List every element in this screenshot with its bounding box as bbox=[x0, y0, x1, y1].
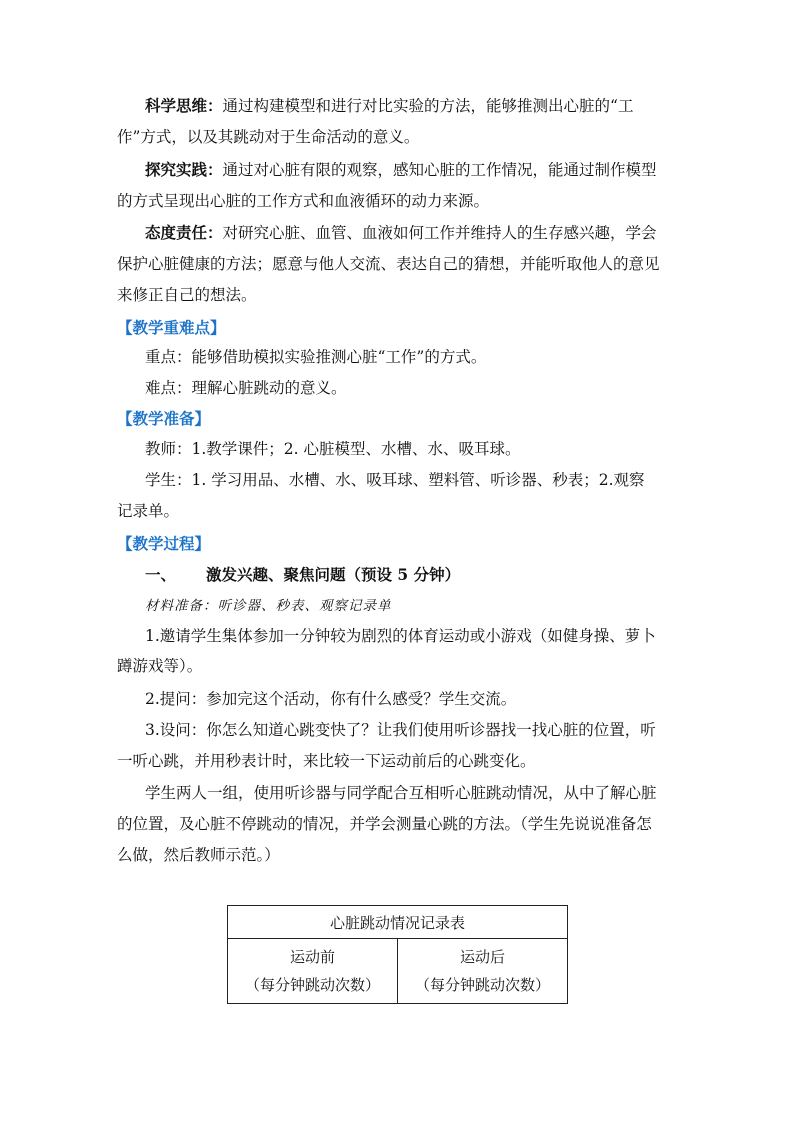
preparation-teacher: 教师：1.教学课件；2. 心脏模型、水槽、水、吸耳球。 bbox=[145, 440, 521, 458]
goal-attitude-line1 bbox=[145, 223, 705, 243]
goal-practice-label: 探究实践： bbox=[145, 160, 223, 179]
record-cell-after bbox=[398, 939, 568, 1004]
goal-thinking-line2: 作”方式，以及其跳动对于生命活动的意义。 bbox=[117, 128, 420, 146]
step3-line1: 3.设问：你怎么知道心跳变快了？让我们使用听诊器找一找心脏的位置，听 bbox=[145, 721, 656, 739]
goal-attitude-line2: 保护心脏健康的方法；愿意与他人交流、表达自己的猜想，并能听取他人的意见 bbox=[117, 255, 660, 273]
section1-title-text: 激发兴趣、聚焦问题（预设 5 分钟） bbox=[206, 565, 461, 584]
goal-thinking-text: 通过构建模型和进行对比实验的方法，能够推测出心脏的“工 bbox=[222, 97, 634, 115]
section1-title bbox=[145, 565, 705, 585]
goal-attitude-text: 对研究心脏、血管、血液如何工作并维持人的生存感兴趣，学会 bbox=[222, 224, 657, 242]
goal-attitude-line3: 来修正自己的想法。 bbox=[117, 286, 257, 304]
heartbeat-record-table bbox=[227, 905, 568, 1004]
record-before-unit: （每分钟跳动次数） bbox=[244, 976, 380, 994]
key-point-focus: 重点：能够借助模拟实验推测心脏“工作”的方式。 bbox=[145, 348, 487, 366]
step3-line2: 一听心跳，并用秒表计时，来比较一下运动前后的心跳变化。 bbox=[117, 752, 536, 770]
goal-thinking-line1 bbox=[145, 96, 705, 116]
pair-line3: 么做，然后教师示范。） bbox=[117, 846, 280, 864]
record-after-label: 运动后 bbox=[459, 948, 505, 966]
preparation-student-line2: 记录单。 bbox=[117, 502, 180, 520]
pair-line1: 学生两人一组，使用听诊器与同学配合互相听心脏跳动情况，从中了解心脏 bbox=[145, 784, 657, 802]
goal-practice-line2: 的方式呈现出心脏的工作方式和血液循环的动力来源。 bbox=[117, 192, 490, 210]
record-before-label: 运动前 bbox=[289, 948, 335, 966]
goal-attitude-label: 态度责任： bbox=[145, 223, 223, 242]
section1-number: 一、 bbox=[145, 565, 177, 584]
record-cell-before bbox=[228, 939, 398, 1004]
pair-line2: 的位置，及心脏不停跳动的情况，并学会测量心跳的方法。（学生先说说准备怎 bbox=[117, 815, 652, 833]
step1-line2: 蹲游戏等）。 bbox=[117, 657, 203, 675]
goal-thinking-label: 科学思维： bbox=[145, 96, 223, 115]
preparation-student-line1: 学生：1. 学习用品、水槽、水、吸耳球、塑料管、听诊器、秒表；2.观察 bbox=[145, 471, 645, 489]
key-points-heading: 【教学重难点】 bbox=[117, 318, 226, 337]
key-point-difficulty: 难点：理解心脏跳动的意义。 bbox=[145, 379, 347, 397]
goal-practice-line1 bbox=[145, 160, 705, 180]
process-heading: 【教学过程】 bbox=[117, 534, 211, 553]
preparation-heading: 【教学准备】 bbox=[117, 409, 211, 428]
step2-line: 2.提问：参加完这个活动，你有什么感受？学生交流。 bbox=[145, 690, 517, 708]
record-table-caption: 心脏跳动情况记录表 bbox=[228, 906, 568, 939]
record-after-unit: （每分钟跳动次数） bbox=[414, 976, 550, 994]
goal-practice-text: 通过对心脏有限的观察，感知心脏的工作情况，能通过制作模型 bbox=[222, 161, 657, 179]
step1-line1: 1.邀请学生集体参加一分钟较为剧烈的体育运动或小游戏（如健身操、萝卜 bbox=[145, 627, 656, 645]
materials-line: 材料准备：听诊器、秒表、观察记录单 bbox=[145, 598, 392, 614]
